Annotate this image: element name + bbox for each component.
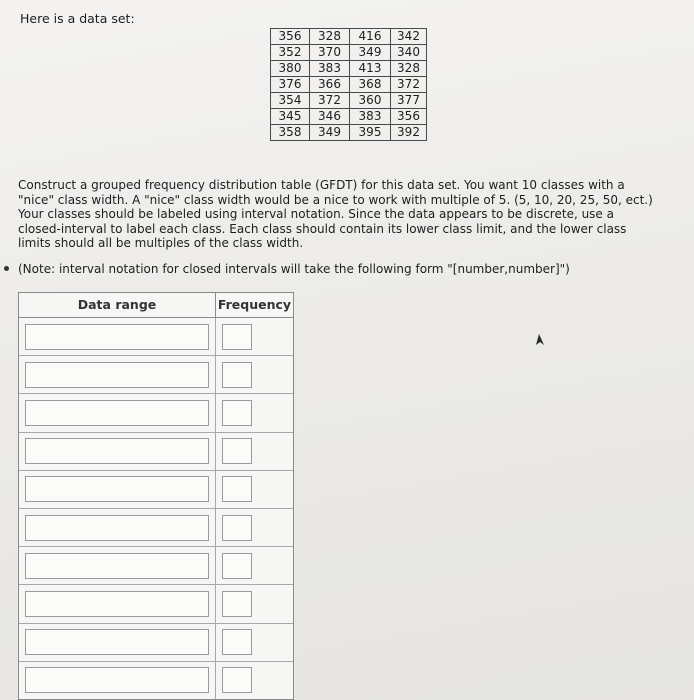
data-range-input[interactable]: [25, 515, 209, 541]
data-cell: 372: [310, 93, 350, 109]
instructions-text: Construct a grouped frequency distribution table (GFDT) for this data set. You want 10 classes with a "nice" class width. A "nice" class width would be a nice to work with multiple of 5. (5, 10, 20, 25, 50, ect.) Your classes should be labeled using interval notation. Since the data appears to be discrete, use a closed-interval to label each class. Each class should contain its lower class limit, and the lower class limits should all be multiples of the class width.: [18, 178, 653, 251]
data-row: [271, 45, 427, 61]
frequency-table-row: [19, 433, 293, 471]
data-range-cell: [19, 318, 216, 355]
frequency-input[interactable]: [222, 629, 252, 655]
data-cell: 352: [271, 45, 310, 61]
frequency-table-row: [19, 356, 293, 394]
data-range-input[interactable]: [25, 667, 209, 693]
data-range-input[interactable]: [25, 324, 209, 350]
data-cell: 370: [310, 45, 350, 61]
data-cell: 342: [391, 29, 427, 45]
frequency-table-row: [19, 509, 293, 547]
data-cell: 383: [350, 109, 391, 125]
data-range-cell: [19, 433, 216, 470]
data-cell: 328: [391, 61, 427, 77]
frequency-cell: [216, 624, 293, 661]
frequency-cell: [216, 356, 293, 393]
data-range-cell: [19, 662, 216, 699]
data-cell: 380: [271, 61, 310, 77]
frequency-input[interactable]: [222, 515, 252, 541]
bullet-dot-icon: [4, 266, 9, 271]
frequency-cell: [216, 662, 293, 699]
frequency-table: [18, 292, 294, 700]
data-range-cell: [19, 585, 216, 622]
data-cell: 392: [391, 125, 427, 141]
frequency-cell: [216, 471, 293, 508]
frequency-cell: [216, 394, 293, 431]
data-cell: 413: [350, 61, 391, 77]
data-range-input[interactable]: [25, 362, 209, 388]
frequency-input[interactable]: [222, 476, 252, 502]
data-range-input[interactable]: [25, 400, 209, 426]
data-cell: 377: [391, 93, 427, 109]
data-range-cell: [19, 547, 216, 584]
data-row: [271, 61, 427, 77]
frequency-input[interactable]: [222, 591, 252, 617]
frequency-cell: [216, 433, 293, 470]
header-frequency: Frequency: [217, 297, 292, 312]
data-cell: 360: [350, 93, 391, 109]
data-range-input[interactable]: [25, 553, 209, 579]
arrow-cursor-icon: [531, 333, 545, 347]
data-range-input[interactable]: [25, 476, 209, 502]
data-cell: 416: [350, 29, 391, 45]
frequency-input[interactable]: [222, 324, 252, 350]
frequency-table-row: [19, 547, 293, 585]
data-row: [271, 77, 427, 93]
data-cell: 376: [271, 77, 310, 93]
frequency-input[interactable]: [222, 400, 252, 426]
data-cell: 354: [271, 93, 310, 109]
frequency-input[interactable]: [222, 667, 252, 693]
data-row: [271, 29, 427, 45]
frequency-cell: [216, 318, 293, 355]
frequency-table-row: [19, 394, 293, 432]
data-range-cell: [19, 509, 216, 546]
data-range-cell: [19, 624, 216, 661]
data-cell: 368: [350, 77, 391, 93]
data-cell: 395: [350, 125, 391, 141]
data-range-cell: [19, 356, 216, 393]
data-range-input[interactable]: [25, 438, 209, 464]
data-cell: 349: [310, 125, 350, 141]
data-range-cell: [19, 394, 216, 431]
data-range-input[interactable]: [25, 629, 209, 655]
data-row: [271, 109, 427, 125]
frequency-cell: [216, 585, 293, 622]
frequency-input[interactable]: [222, 438, 252, 464]
intro-text: Here is a data set:: [20, 11, 135, 26]
frequency-table-row: [19, 662, 293, 699]
data-cell: 349: [350, 45, 391, 61]
data-cell: 372: [391, 77, 427, 93]
data-cell: 340: [391, 45, 427, 61]
frequency-table-row: [19, 471, 293, 509]
data-row: [271, 93, 427, 109]
data-set-table: [270, 28, 427, 141]
note-text: (Note: interval notation for closed intervals will take the following form "[number,number]"): [18, 262, 570, 276]
frequency-cell: [216, 547, 293, 584]
data-cell: 328: [310, 29, 350, 45]
frequency-table-row: [19, 318, 293, 356]
data-range-cell: [19, 471, 216, 508]
data-cell: 356: [271, 29, 310, 45]
frequency-table-row: [19, 585, 293, 623]
data-row: [271, 125, 427, 141]
data-cell: 356: [391, 109, 427, 125]
frequency-cell: [216, 509, 293, 546]
frequency-input[interactable]: [222, 362, 252, 388]
data-cell: 383: [310, 61, 350, 77]
data-cell: 358: [271, 125, 310, 141]
data-cell: 346: [310, 109, 350, 125]
header-data-range: Data range: [19, 293, 216, 317]
data-range-input[interactable]: [25, 591, 209, 617]
data-cell: 366: [310, 77, 350, 93]
frequency-table-header: [19, 293, 293, 318]
frequency-input[interactable]: [222, 553, 252, 579]
frequency-table-row: [19, 624, 293, 662]
data-cell: 345: [271, 109, 310, 125]
